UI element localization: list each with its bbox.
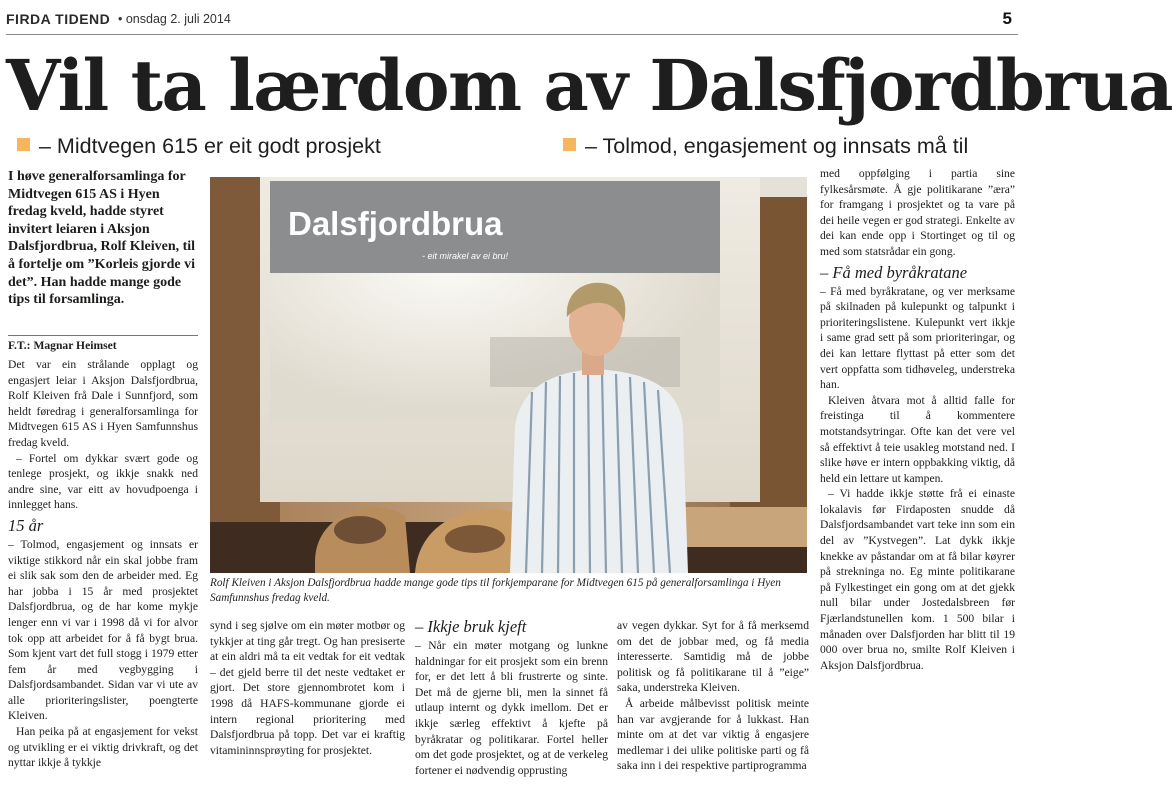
paragraph: med oppfølging i partia sine fylkesårsmøte. Å gje politikarane ”æra” for framgang i prosjektet og ta vare på dei heile vegen er god strategi. Enkelte av dei kan ende opp i Stortinget og til og med som statsrådar ein gong. (820, 167, 1015, 258)
newspaper-name: FIRDA TIDEND (6, 11, 111, 27)
byline: F.T.: Magnar Heimset (8, 335, 198, 353)
column-3 (415, 617, 608, 778)
slide-title: Dalsfjordbrua (288, 205, 503, 242)
column-5 (820, 166, 1015, 673)
paragraph: Kleiven åtvara mot å alltid falle for freistinga til å kommentere motstandsytringar. Ofte kan det vere vel så effektivt å teie usakleg motstand ned. I slike høve er intern oppbakking viktig, då held ein lettare ut kampen. (820, 393, 1015, 485)
paragraph: av vegen dykkar. Syt for å få merksemd om det de jobbar med, og få media interesserte. Samtidig må de jobbe politisk og få politikarane til å ”eige” saka, understreka Kleiven. (617, 619, 809, 695)
subheading-right (563, 134, 968, 164)
subheading-right-text: – Tolmod, engasjement og innsats må til (585, 134, 969, 158)
orange-square-icon (17, 138, 30, 151)
photo-illustration (210, 177, 807, 573)
subheading-left (17, 134, 381, 164)
paragraph: – Når ein møter motgang og lunkne haldningar for eit prosjekt som ein brenn for, er det lett å bli frustrerte og sinte. Det må de gjerne bli, men la sinnet få utlaup internt og dykk imellom. Det er ikkje særleg effektivt å kjefte på byråkratar og politikarar. Fortel heller om det gode prosjektet, og at de verkeleg fortener ei nødvendig opprusting (415, 639, 608, 777)
issue-date: • onsdag 2. juli 2014 (118, 12, 231, 26)
paragraph: Han peika på at engasjement for vekst og utvikling er ei viktig drivkraft, og det nyttar ikkje å tykkje (8, 725, 198, 770)
section-heading: – Få med byråkratane (820, 262, 968, 282)
column-4 (617, 618, 809, 774)
paragraph: synd i seg sjølve om ein møter motbør og tykkjer at ting går tregt. Og han presiserte at ein aldri må ta eit vedtak for eit vedtak – det gjeld berre til det neste vedtaket er gjort. Det store gjennombrotet kom i 1998 då HAFS-kommunane gjorde ei intern regional prioritering med Dalsfjordbrua på topp. Det var ei kraftig vitamininnsprøyting for prosjektet. (210, 619, 405, 757)
paragraph: – Vi hadde ikkje støtte frå ei einaste lokalavis før Firdaposten snudde då Dalsfjordsambandet vart teke inn som ein del av ”Kystvegen”. Lat dykk ikkje knekke av påstandar om at få bilar køyrer på strekninga no. Eg minte politikarane på Fylkestinget ein gong om at det gjekk null bilar under Jostedalsbreen før Fjærlandstunellen kom. 1 500 bilar i månaden over Dalsfjorden har blitt til 19 000 over brua no, smilte Rolf Kleiven i Aksjon Dalsfjordbrua. (820, 487, 1015, 672)
paragraph: – Fortel om dykkar svært gode og tenlege prosjekt, og ikkje snakk ned andre sine, var eitt av hovudpoenga i innlegget hans. (8, 451, 198, 512)
paragraph: Å arbeide målbevisst politisk meinte han var avgjerande for å lukkast. Han minte om at det var viktig å engasjere medlemar i dei ulike politiske parti og få saka inn i dei respektive partiprogramma (617, 696, 809, 773)
column-1 (8, 357, 198, 771)
slide-subtitle: - eit mirakel av ei bru! (422, 251, 509, 261)
headline: Vil ta lærdom av Dalsfjordbrua (6, 44, 1172, 127)
subheading-left-text: – Midtvegen 615 er eit godt prosjekt (39, 134, 381, 158)
article-photo (210, 177, 807, 573)
section-heading: – Ikkje bruk kjeft (415, 617, 527, 636)
orange-square-icon (563, 138, 576, 151)
paragraph: – Tolmod, engasjement og innsats er viktige stikkord når ein skal jobbe fram ei slik sak som den de arbeider med. Eg har jobba i 15 år med prosjektet Dalsfjordbrua, og de har kome mykje lenger enn vi var i 1998 då vi for alvor tok opp att arbeidet for å få bygt brua. Som kjent vart det full stogg i 1979 etter fem år med vegbygging i Dalsfjordsambandet. Sidan var vi ute av alle prioriteringslister, poengterte Kleiven. (8, 537, 198, 723)
paragraph: Det var ein strålande opplagt og engasjert leiar i Aksjon Dalsfjordbrua, Rolf Kleiven frå Dale i Sunnfjord, som heldt føredrag i generalforsamlinga for Midtvegen 615 AS i Hyen Samfunnshus fredag kveld. (8, 358, 198, 449)
column-2 (210, 618, 405, 758)
section-heading: 15 år (8, 515, 44, 535)
photo-caption: Rolf Kleiven i Aksjon Dalsfjordbrua hadde mange gode tips til forkjemparane for Midtvegen 615 på generalforsamlinga i Hyen Samfunnshus fredag kveld. (210, 577, 781, 604)
paragraph: – Få med byråkratane, og ver merksame på skilnaden på kulepunkt og talpunkt i prioriteringslistene. Kulepunkt vert ikkje i same grad sett på som prioriteringar, og dei kan lettare flyttast på etter som det vert oppfatta som tidhøveleg, understreka han. (820, 284, 1015, 392)
page-header (6, 8, 1018, 35)
lead-paragraph: I høve generalforsamlinga for Midtvegen 615 AS i Hyen fredag kveld, hadde styret invitert leiaren i Aksjon Dalsfjordbrua, Rolf Kleiven, til å fortelje om ”Korleis gjorde vi det”. Han hadde mange gode tips til forsamlinga. (8, 169, 196, 308)
page-number: 5 (1002, 9, 1012, 28)
